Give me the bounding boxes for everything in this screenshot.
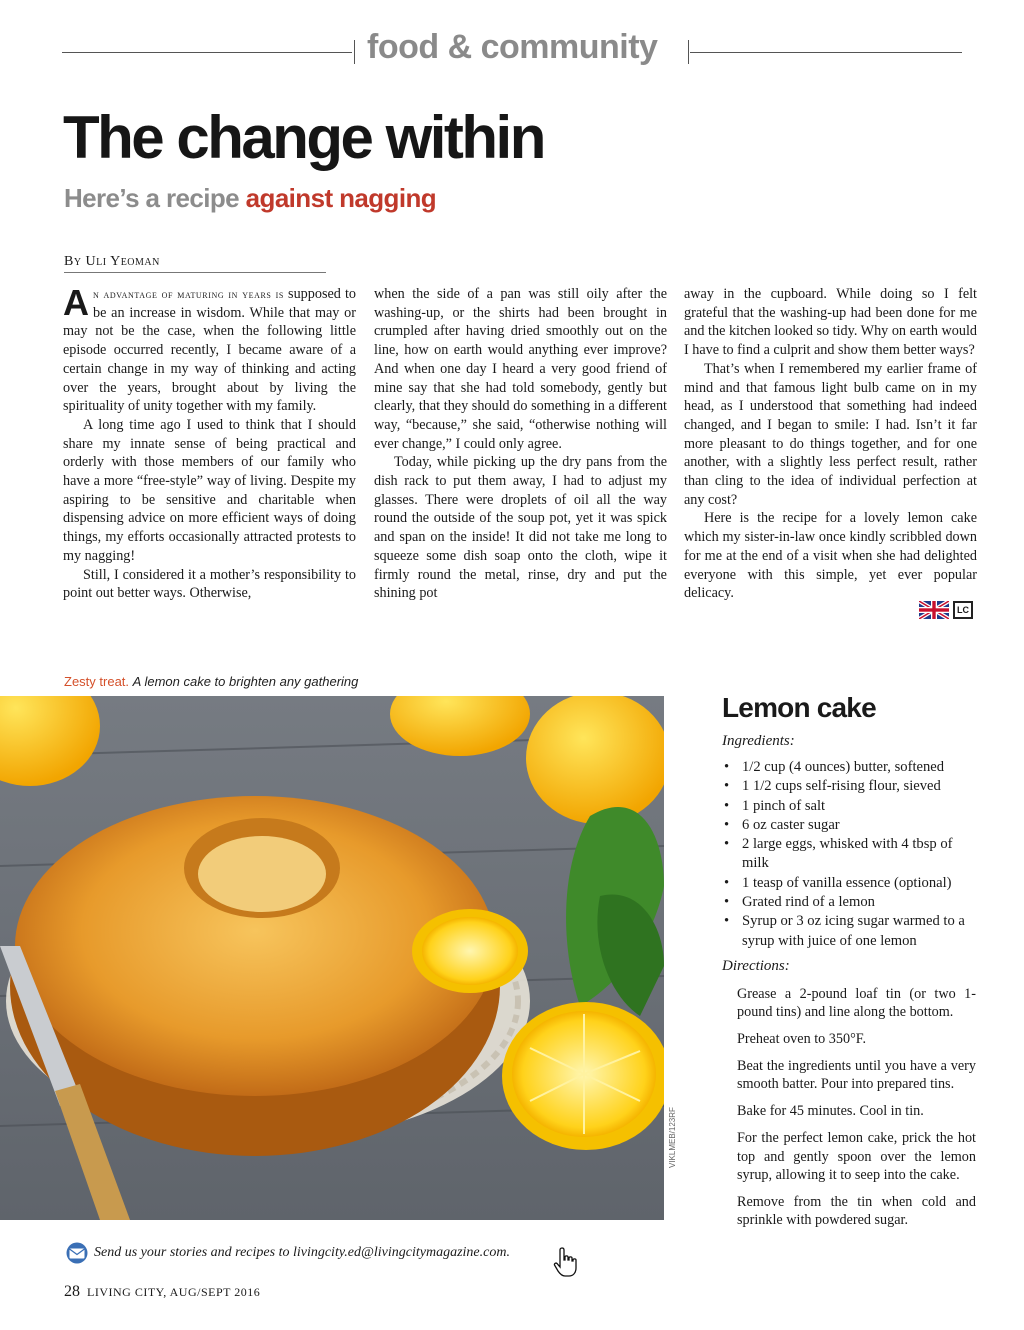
mail-icon[interactable] <box>64 1242 90 1264</box>
article-column-1 <box>63 282 356 603</box>
list-item: • 6 oz caster sugar <box>722 816 982 835</box>
article-column-3 <box>684 285 977 603</box>
contact-link[interactable]: Send us your stories and recipes to livingcity.ed@livingcitymagazine.com. <box>94 1245 510 1260</box>
list-item: • 1 teasp of vanilla essence (optional) <box>722 874 982 893</box>
header-tick-left <box>354 40 355 64</box>
list-item: • 1/2 cup (4 ounces) butter, softened <box>722 758 982 777</box>
paragraph: away in the cupboard. While doing so I felt grateful that the washing-up had been done for me and the kitchen looked so tidy. Why on earth would I have to find a culprit and show them better ways? <box>684 286 977 359</box>
header-tick-right <box>688 40 689 64</box>
lead-in: n advantage of maturing in years is <box>93 287 284 301</box>
paragraph-text: supposed to be an increase in wisdom. While that may or may not be the case, when the following little episode occurred recently, I became aware of a certain change in my way of thinking and acting over the years, brought about by living the spirituality of unity together with my family. <box>63 286 356 415</box>
article-column-2 <box>374 285 667 603</box>
paragraph: A long time ago I used to think that I should share my innate sense of being practical and orderly with those members of our family who have a more “free-style” way of living. Despite my aspiring to be sensitive and charitable when dispensing advice on more efficient ways of doing things, my efforts occasionally attracted protests to my nagging! <box>63 416 356 564</box>
direction-step: Bake for 45 minutes. Cool in tin. <box>737 1103 924 1120</box>
recipe-title: Lemon cake <box>722 692 876 723</box>
article-title: The change within <box>63 104 544 171</box>
list-item: • Syrup or 3 oz icing sugar warmed to a syrup with juice of one lemon <box>722 912 982 951</box>
paragraph: That’s when I remembered my earlier frame of mind and that famous light bulb came on in my head, as I understood that something had indeed changed, and I began to smile: I had. Isn’t it far more pleasant to do things together, and for one another, with a slightly less perfect result, rather than cling to the idea of individual perfection at any cost? <box>684 360 977 508</box>
section-header <box>62 28 962 72</box>
subtitle-grey: Here’s a recipe <box>64 183 240 213</box>
list-item: • 1 pinch of salt <box>722 797 982 816</box>
page-number: 28 <box>64 1283 80 1300</box>
folio <box>64 1283 260 1301</box>
ingredients-list <box>722 758 982 951</box>
lemon-cake-photo <box>0 696 664 1220</box>
direction-step: Grease a 2-pound loaf tin (or two 1-pound tins) and line along the bottom. <box>737 986 976 1021</box>
caption-lead: Zesty treat. <box>64 674 130 689</box>
paragraph: Today, while picking up the dry pans from the dish rack to put them away, I had to adjust my glasses. There were droplets of oil all the way round the outside of the soup pot, yet it was spick and span on the inside! It did not take me long to squeeze some dish soap onto the cloth, wipe it firmly round the metal, rinse, dry and put the shining pot <box>374 454 667 602</box>
direction-step: Remove from the tin when cold and sprinkle with powdered sugar. <box>737 1193 976 1229</box>
drop-cap: A <box>63 282 89 323</box>
section-label: food & community <box>367 28 658 66</box>
direction-step: Beat the ingredients until you have a very smooth batter. Pour into prepared tins. <box>737 1058 976 1093</box>
directions-label: Directions: <box>722 958 790 974</box>
lc-badge-icon[interactable]: LC <box>953 601 973 619</box>
subtitle-red: against nagging <box>245 183 437 213</box>
publication-name: LIVING CITY, AUG/SEPT 2016 <box>87 1285 261 1299</box>
language-badges <box>919 601 973 619</box>
hand-cursor-icon <box>553 1246 579 1278</box>
byline: By Uli Yeoman <box>64 254 326 273</box>
list-item: • 2 large eggs, whisked with 4 tbsp of milk <box>722 835 982 874</box>
direction-step: For the perfect lemon cake, prick the hot top and gently spoon over the lemon syrup, allowing it to seep into the cake. <box>737 1130 976 1183</box>
paragraph <box>63 282 356 416</box>
directions-list <box>737 985 976 1238</box>
paragraph: Here is the recipe for a lovely lemon cake which my sister-in-law once kindly scribbled down for me at the end of a visit when she had delighted everyone with this simple, yet ever popular delicacy. <box>684 510 977 602</box>
uk-flag-icon[interactable] <box>919 601 949 619</box>
contact-line[interactable] <box>64 1242 510 1264</box>
list-item: • Grated rind of a lemon <box>722 893 982 912</box>
list-item: • 1 1/2 cups self-rising flour, sieved <box>722 777 982 796</box>
article-subtitle <box>64 183 436 214</box>
photo-credit: VIKLMEB/123RF <box>668 1107 677 1168</box>
photo-caption <box>64 674 358 689</box>
paragraph: when the side of a pan was still oily after the washing-up, or the shirts had been brought in crumpled after having dried smoothly out on the line, how on earth would anything ever improve? And when one day I heard a very good friend of mine say that she had told somebody, gently but clearly, that they should do something in a different way, “because,” she said, “otherwise nothing will ever change,” I could only agree. <box>374 286 667 452</box>
header-rule-right <box>690 52 962 53</box>
header-rule-left <box>62 52 352 53</box>
paragraph: Still, I considered it a mother’s responsibility to point out better ways. Otherwise, <box>63 566 356 602</box>
direction-step: Preheat oven to 350°F. <box>737 1031 867 1048</box>
caption-text: A lemon cake to brighten any gathering <box>132 674 359 689</box>
ingredients-label: Ingredients: <box>722 733 795 749</box>
